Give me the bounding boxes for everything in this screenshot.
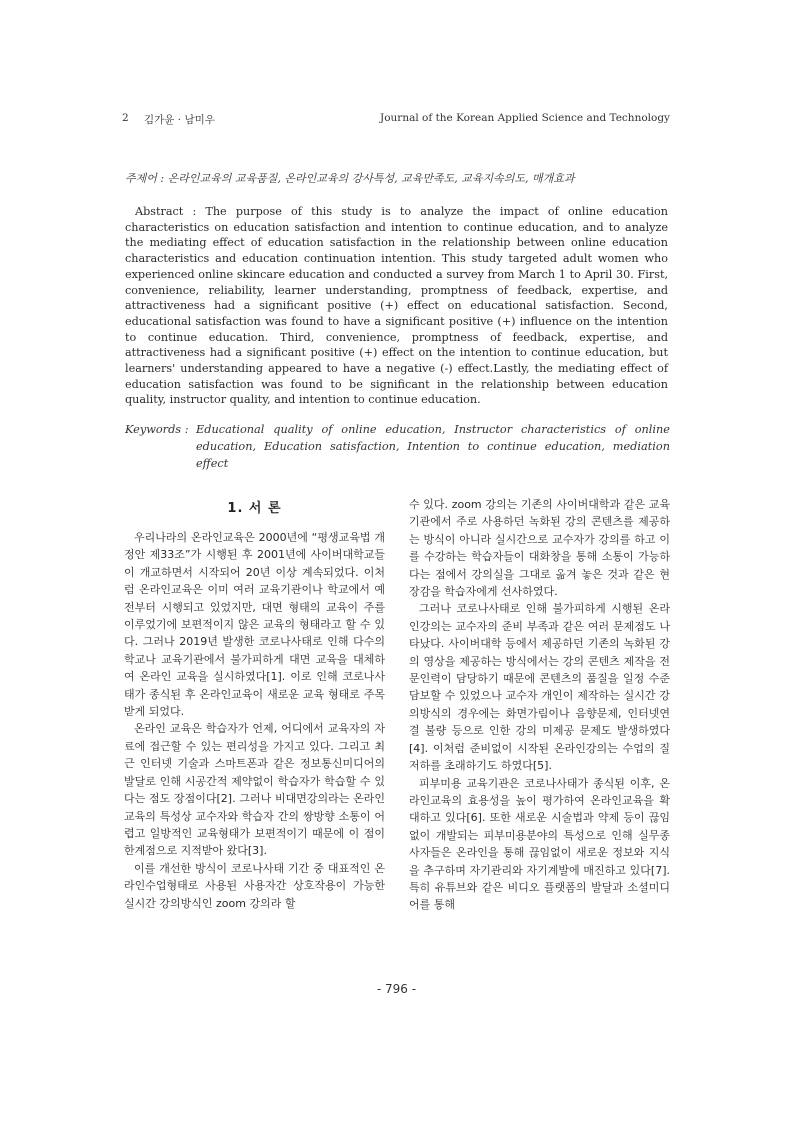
paragraph: 피부미용 교육기관은 코로나사태가 종식된 이후, 온라인교육의 효용성을 높이 평가하여 온라인교육을 확대하고 있다[6]. 또한 새로운 시술법과 약제 등이 끊임없이 개발되는 피부미용분야의 특성으로 인해 실무종사자들은 온라인을 통해 끊임없이 새로운 정보와 지식을 추구하며 자기관리와 자기계발에 매진하고 있다[7]. 특히 유튜브와 같은 비디오 플랫폼의 발달과 소셜미디어를 통해 <box>409 776 670 912</box>
right-column <box>409 496 670 914</box>
paragraph: 온라인 교육은 학습자가 언제, 어디에서 교육자의 자료에 접근할 수 있는 편리성을 가지고 있다. 그리고 최근 인터넷 기술과 스마트폰과 같은 정보통신미디어의 발달로 인해 시공간적 제약없이 학습자가 학습할 수 있다는 점도 장점이다[2]. 그러나 비대면강의라는 온라인교육의 특성상 교수자와 학습자 간의 쌍방향 소통이 어렵고 일방적인 교육형태가 보편적이기 때문에 이 점이 한계점으로 지적받아 왔다[3]. <box>124 722 385 858</box>
paragraph: 이를 개선한 방식이 코로나사태 기간 중 대표적인 온라인수업형태로 사용된 사용자간 상호작용이 가능한 실시간 강의방식인 zoom 강의라 할 <box>124 861 385 910</box>
korean-keywords: 주제어 : 온라인교육의 교육품질, 온라인교육의 강사특성, 교육만족도, 교육지속의도, 매개효과 <box>125 172 575 185</box>
english-keywords <box>125 421 670 472</box>
authors: 김가윤 · 남미우 <box>144 114 215 126</box>
keywords-value: Educational quality of online education, Instructor characteristics of online education, Education satisfaction, Intention to continue education, mediation effect <box>196 423 670 470</box>
paragraph: 우리나라의 온라인교육은 2000년에 “평생교육법 개정안 제33조”가 시행된 후 2001년에 사이버대학교들이 개교하면서 시작되어 20년 이상 계속되었다. 이처럼 온라인교육은 이미 여러 교육기관이나 학교에서 예전부터 시행되고 있었지만, 대면 형태의 교육이 주를 이루었기에 보편적이지 않은 교육의 형태라고 할 수 있다. 그러나 2019년 발생한 코로나사태로 인해 다수의 학교나 교육기관에서 불가피하게 대면 교육을 대체하여 온라인 교육을 실시하였다[1]. 이로 인해 코로나사태가 종식된 후 온라인교육이 새로운 교육 형태로 주목받게 되었다. <box>124 531 385 719</box>
paragraph: 그러나 코로나사태로 인해 불가피하게 시행된 온라인강의는 교수자의 준비 부족과 같은 여러 문제점도 나타났다. 사이버대학 등에서 제공하던 기존의 녹화된 강의 영상을 제공하는 방식에서는 강의 콘텐츠 제작을 전문인력이 담당하기 때문에 콘텐츠의 품질을 일정 수준 담보할 수 있었으나 교수자 개인이 제작하는 실시간 강의방식의 경우에는 화면가림이나 음향문제, 인터넷연결 불량 등으로 인한 강의 미제공 문제도 발생하였다[4]. 이처럼 준비없이 시작된 온라인강의는 수업의 질 저하를 초래하기도 하였다[5]. <box>409 602 670 773</box>
left-column <box>124 529 385 912</box>
page-number: 2 <box>122 112 129 124</box>
paragraph: 수 있다. zoom 강의는 기존의 사이버대학과 같은 교육기관에서 주로 사용하던 녹화된 강의 콘텐츠를 제공하는 방식이 아니라 실시간으로 교수자가 강의를 하고 이를 수강하는 학습자들이 대화창을 통해 소통이 가능하다는 점에서 강의실을 그대로 옮겨 놓은 것과 같은 현장감을 학습자에게 선사하였다. <box>409 498 670 599</box>
keywords-label: Keywords : <box>125 423 189 436</box>
section-title: 1. 서 론 <box>227 501 282 516</box>
abstract: Abstract : The purpose of this study is to analyze the impact of online education characteristics on education satisfaction and intention to continue education, and to analyze the mediating effect of education satisfaction in the relationship between online education characteristics and education continuation intention. This study targeted adult women who experienced online skincare education and conducted a survey from March 1 to April 30. First, convenience, reliability, learner understanding, promptness of feedback, expertise, and attractiveness had a significant positive (+) effect on educational satisfaction. Second, educational satisfaction was found to have a significant positive (+) influence on the intention to continue education. Third, convenience, promptness of feedback, expertise, and attractiveness had a significant positive (+) effect on the intention to continue education, but learners' understanding appeared to have a negative (-) effect.Lastly, the mediating effect of education satisfaction was found to be significant in the relationship between education quality, instructor quality, and intention to continue education. <box>125 205 668 407</box>
journal-name: Journal of the Korean Applied Science and Technology <box>380 112 670 124</box>
running-header <box>122 112 670 128</box>
page-footer: - 796 - <box>376 982 417 996</box>
